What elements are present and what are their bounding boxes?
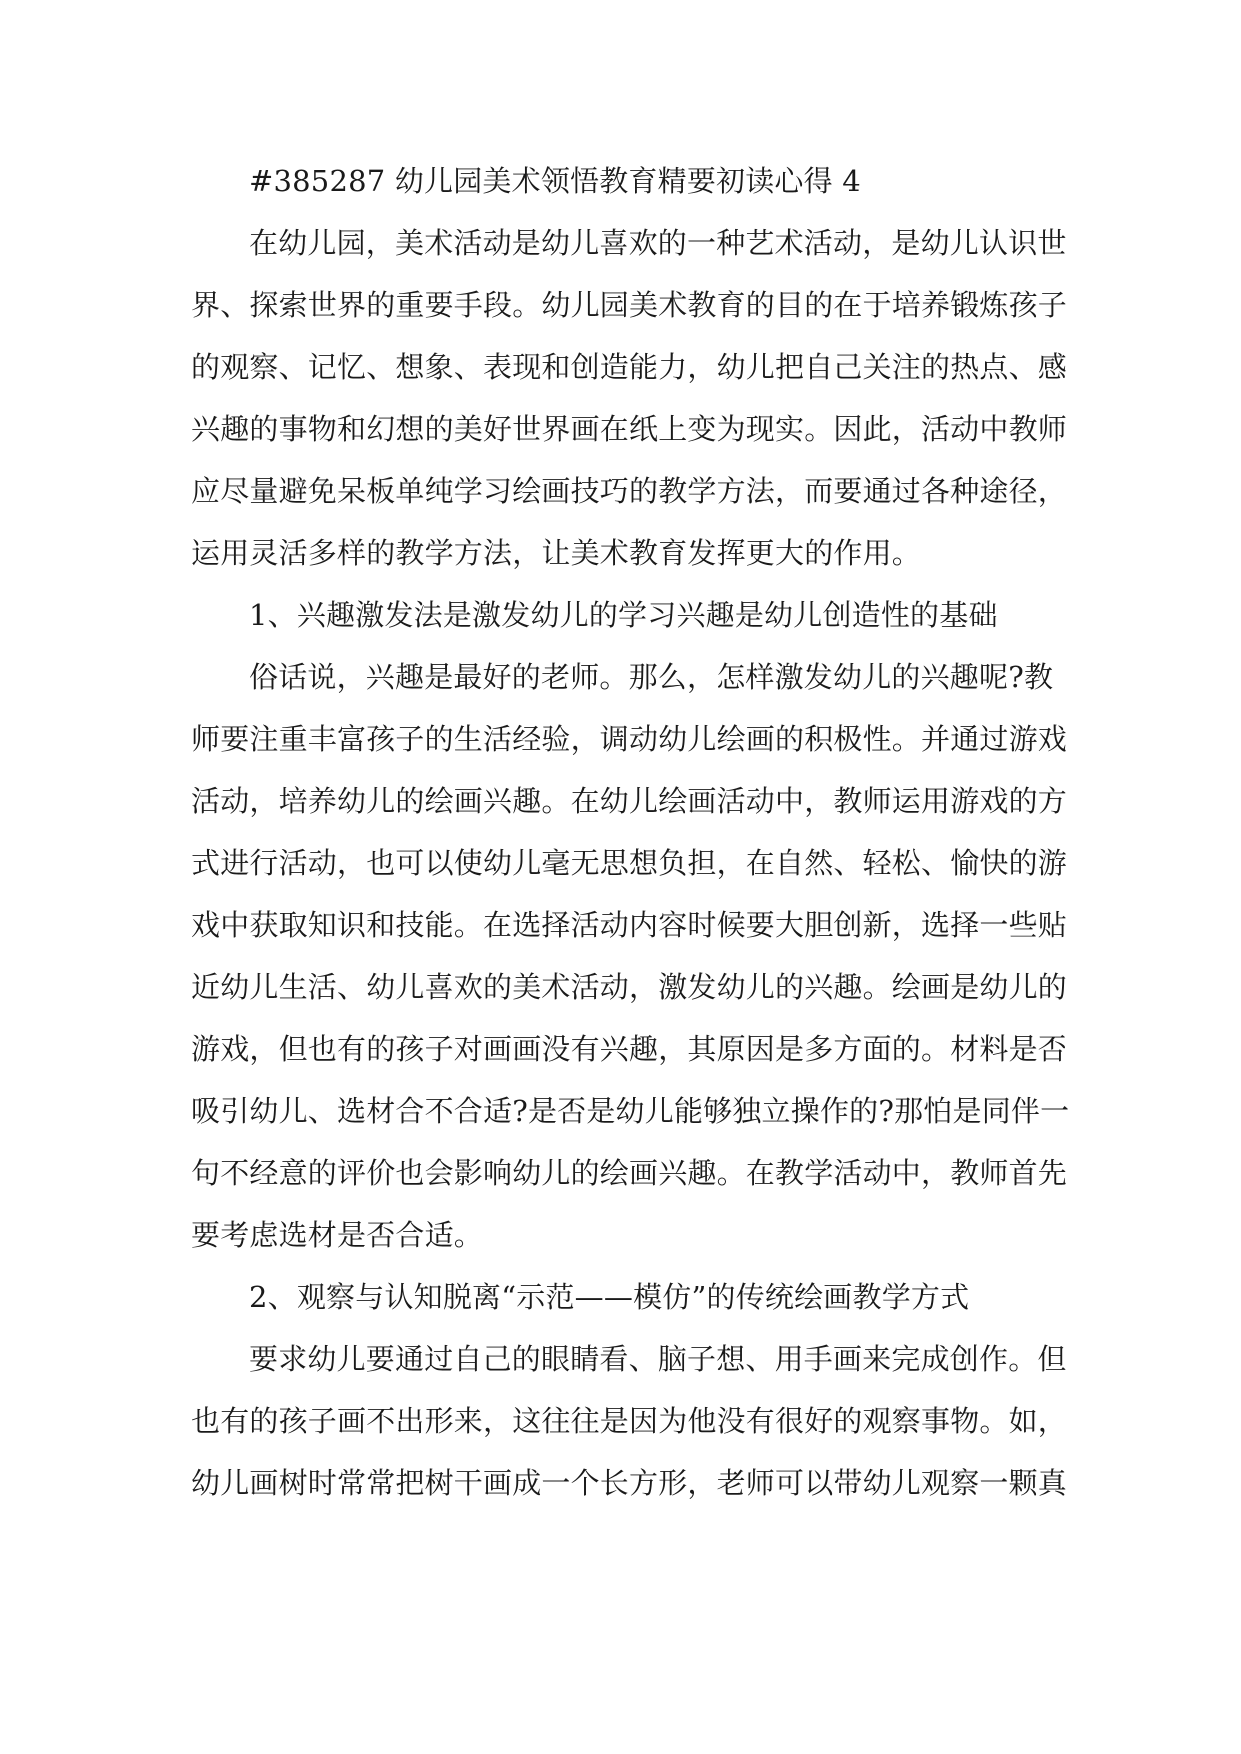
paragraph-line: 在幼儿园，美术活动是幼儿喜欢的一种艺术活动，是幼儿认识世	[249, 226, 1067, 260]
paragraph-line: 要考虑选材是否合适。	[191, 1218, 484, 1252]
paragraph-line: 要求幼儿要通过自己的眼睛看、脑子想、用手画来完成创作。但	[249, 1342, 1067, 1376]
section-heading: 1、兴趣激发法是激发幼儿的学习兴趣是幼儿创造性的基础	[249, 598, 998, 632]
paragraph-line: 界、探索世界的重要手段。幼儿园美术教育的目的在于培养锻炼孩子	[191, 288, 1068, 322]
paragraph-line: 吸引幼儿、选材合不合适?是否是幼儿能够独立操作的?那怕是同伴一	[191, 1094, 1070, 1128]
paragraph-line: 也有的孩子画不出形来，这往往是因为他没有很好的观察事物。如，	[191, 1404, 1068, 1438]
paragraph-line: 近幼儿生活、幼儿喜欢的美术活动，激发幼儿的兴趣。绘画是幼儿的	[191, 970, 1068, 1004]
document-page	[191, 150, 1070, 1514]
paragraph-line: 活动，培养幼儿的绘画兴趣。在幼儿绘画活动中，教师运用游戏的方	[191, 784, 1068, 818]
paragraph-line: 俗话说，兴趣是最好的老师。那么，怎样激发幼儿的兴趣呢?教	[249, 660, 1054, 694]
paragraph-line: 句不经意的评价也会影响幼儿的绘画兴趣。在教学活动中，教师首先	[191, 1156, 1068, 1190]
document-title: #385287 幼儿园美术领悟教育精要初读心得 4	[249, 164, 861, 198]
paragraph-line: 运用灵活多样的教学方法，让美术教育发挥更大的作用。	[191, 536, 922, 570]
paragraph-line: 师要注重丰富孩子的生活经验，调动幼儿绘画的积极性。并通过游戏	[191, 722, 1068, 756]
section-heading: 2、观察与认知脱离“示范——模仿”的传统绘画教学方式	[249, 1280, 970, 1314]
paragraph-line: 戏中获取知识和技能。在选择活动内容时候要大胆创新，选择一些贴	[191, 908, 1068, 942]
paragraph-line: 游戏，但也有的孩子对画画没有兴趣，其原因是多方面的。材料是否	[191, 1032, 1068, 1066]
paragraph-line: 式进行活动，也可以使幼儿毫无思想负担，在自然、轻松、愉快的游	[191, 846, 1068, 880]
paragraph-line: 的观察、记忆、想象、表现和创造能力，幼儿把自己关注的热点、感	[191, 350, 1068, 384]
paragraph-line: 应尽量避免呆板单纯学习绘画技巧的教学方法，而要通过各种途径，	[191, 474, 1068, 508]
paragraph-line: 兴趣的事物和幻想的美好世界画在纸上变为现实。因此，活动中教师	[191, 412, 1068, 446]
paragraph-line: 幼儿画树时常常把树干画成一个长方形，老师可以带幼儿观察一颗真	[191, 1466, 1068, 1500]
